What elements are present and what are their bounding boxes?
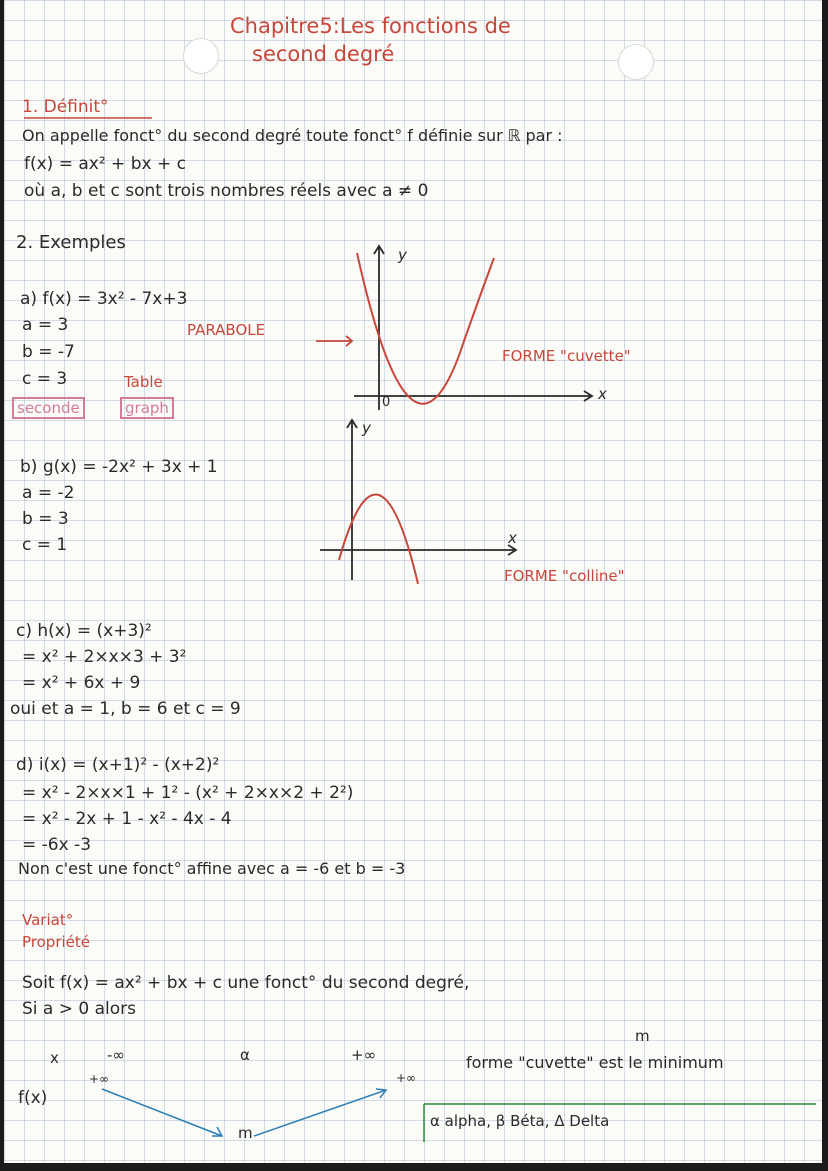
property-line2: Si a > 0 alors bbox=[22, 999, 136, 1019]
minimum-m-label: m bbox=[635, 1027, 650, 1045]
section1-heading: 1. Définit° bbox=[22, 97, 109, 117]
graph1-x-label: x bbox=[598, 385, 607, 403]
section3-heading: Variat° bbox=[22, 911, 74, 929]
example-b-a: a = -2 bbox=[22, 483, 75, 503]
graph1-parabola bbox=[357, 253, 494, 404]
var-table-plus-infinity: +∞ bbox=[351, 1046, 377, 1064]
var-table-minus-infinity: -∞ bbox=[107, 1046, 125, 1064]
variation-arrows bbox=[102, 1089, 386, 1136]
graph2-axes bbox=[320, 420, 516, 580]
legend-box bbox=[424, 1104, 816, 1142]
graph1-axes bbox=[354, 246, 592, 410]
greek-legend: α alpha, β Béta, Δ Delta bbox=[430, 1112, 610, 1130]
property-line1: Soit f(x) = ax² + bx + c une fonct° du second degré, bbox=[22, 973, 470, 993]
var-table-fx: f(x) bbox=[18, 1088, 48, 1108]
example-a-function: a) f(x) = 3x² - 7x+3 bbox=[20, 289, 188, 309]
calculator-key-seconde-label: seconde bbox=[12, 397, 85, 419]
definition-formula: f(x) = ax² + bx + c bbox=[24, 154, 186, 174]
example-d-line2: = x² - 2×x×1 + 1² - (x² + 2×x×2 + 2²) bbox=[22, 783, 354, 803]
example-a-b: b = -7 bbox=[22, 342, 75, 362]
notebook-page bbox=[4, 0, 822, 1163]
example-d-line3: = x² - 2x + 1 - x² - 4x - 4 bbox=[22, 809, 232, 829]
graph2-y-label: y bbox=[362, 419, 371, 437]
var-table-x: x bbox=[50, 1049, 59, 1067]
example-c-line2: = x² + 2×x×3 + 3² bbox=[22, 647, 187, 667]
chapter-title-line2: second degré bbox=[252, 42, 395, 66]
parabole-label: PARABOLE bbox=[187, 321, 266, 339]
example-c-line4: oui et a = 1, b = 6 et c = 9 bbox=[10, 699, 241, 719]
graph2-shape-label: FORME "colline" bbox=[504, 567, 625, 585]
var-table-alpha: α bbox=[240, 1046, 250, 1064]
graph1-origin: 0 bbox=[382, 395, 391, 410]
calculator-key-graph-label: graph bbox=[120, 397, 174, 419]
example-b-b: b = 3 bbox=[22, 509, 69, 529]
minimum-note: forme "cuvette" est le minimum bbox=[466, 1053, 724, 1072]
definition-line3: où a, b et c sont trois nombres réels avec a ≠ 0 bbox=[24, 181, 429, 201]
example-b-c: c = 1 bbox=[22, 535, 68, 555]
table-label: Table bbox=[124, 373, 163, 391]
example-b-function: b) g(x) = -2x² + 3x + 1 bbox=[20, 457, 218, 477]
section2-heading: 2. Exemples bbox=[16, 232, 126, 253]
var-table-right-value: +∞ bbox=[396, 1071, 417, 1085]
chapter-title-line1: Chapitre5:Les fonctions de bbox=[230, 14, 511, 38]
example-d-conclusion: Non c'est une fonct° affine avec a = -6 et b = -3 bbox=[18, 859, 406, 878]
parabole-arrow bbox=[316, 336, 352, 346]
example-c-line3: = x² + 6x + 9 bbox=[22, 673, 141, 693]
graph1-shape-label: FORME "cuvette" bbox=[502, 347, 631, 365]
drawings bbox=[4, 0, 822, 1163]
example-a-c: c = 3 bbox=[22, 369, 68, 389]
example-d-line4: = -6x -3 bbox=[22, 835, 92, 855]
graph2-x-label: x bbox=[508, 529, 517, 547]
example-c-line1: c) h(x) = (x+3)² bbox=[16, 621, 152, 641]
var-table-minimum: m bbox=[238, 1124, 253, 1142]
example-a-a: a = 3 bbox=[22, 315, 69, 335]
var-table-left-value: +∞ bbox=[89, 1072, 110, 1086]
graph2-parabola bbox=[339, 495, 418, 584]
graph1-y-label: y bbox=[398, 246, 407, 264]
definition-line1: On appelle fonct° du second degré toute fonct° f définie sur ℝ par : bbox=[22, 126, 563, 145]
property-label: Propriété bbox=[22, 933, 90, 951]
example-d-line1: d) i(x) = (x+1)² - (x+2)² bbox=[16, 755, 220, 775]
